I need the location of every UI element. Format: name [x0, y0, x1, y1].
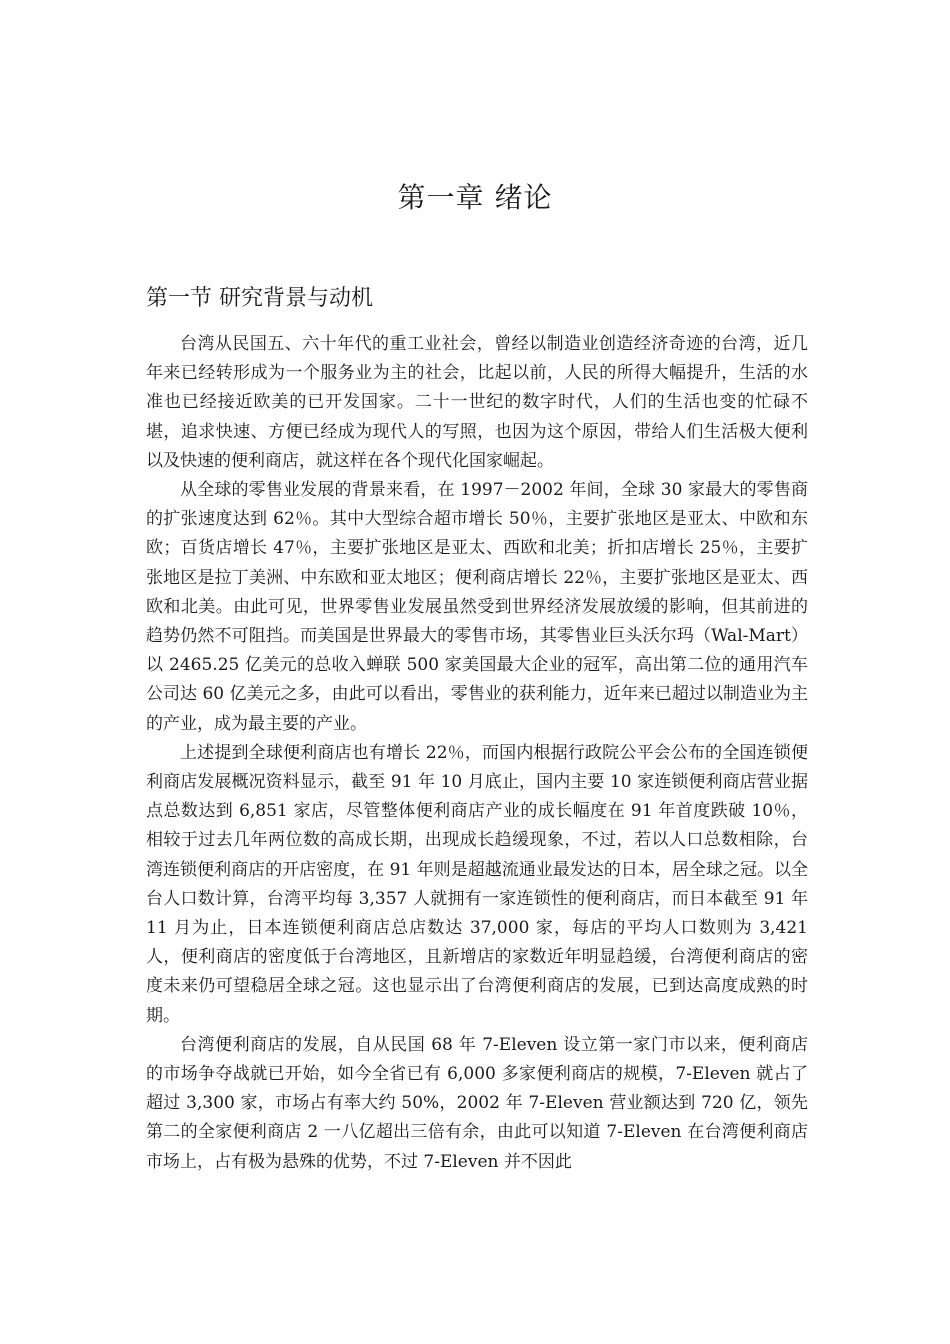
paragraph: 从全球的零售业发展的背景来看，在 1997－2002 年间，全球 30 家最大的零售商的扩张速度达到 62％。其中大型综合超市增长 50％，主要扩张地区是亚太、中欧和东欧；百货店增长 47％，主要扩张地区是亚太、西欧和北美；折扣店增长 25％，主要扩张地区是拉丁美洲、中东欧和亚太地区；便利商店增长 22％，主要扩张地区是亚太、西欧和北美。由此可见，世界零售业发展虽然受到世界经济发展放缓的影响，但其前进的趋势仍然不可阻挡。而美国是世界最大的零售市场，其零售业巨头沃尔玛（Wal-Mart）以 2465.25 亿美元的总收入蝉联 500 家美国最大企业的冠军，高出第二位的通用汽车公司达 60 亿美元之多，由此可以看出，零售业的获利能力，近年来已超过以制造业为主的产业，成为最主要的产业。 — [146, 480, 808, 734]
chapter-title: 第一章 绪论 — [397, 181, 553, 214]
body-text — [146, 330, 808, 1177]
paragraph: 台湾从民国五、六十年代的重工业社会，曾经以制造业创造经济奇迹的台湾，近几年来已经转形成为一个服务业为主的社会，比起以前，人民的所得大幅提升，生活的水准也已经接近欧美的已开发国家。二十一世纪的数字时代，人们的生活也变的忙碌不堪，追求快速、方便已经成为现代人的写照，也因为这个原因，带给人们生活极大便利以及快速的便利商店，就这样在各个现代化国家崛起。 — [146, 334, 808, 471]
paragraph: 台湾便利商店的发展，自从民国 68 年 7-Eleven 设立第一家门市以来，便利商店的市场争夺战就已开始，如今全省已有 6,000 多家便利商店的规模，7-Eleven 就占了超过 3,300 家，市场占有率大约 50%，2002 年 7-Eleven 营业额达到 720 亿，领先第二的全家便利商店 2 一八亿超出三倍有余，由此可以知道 7-Eleven 在台湾便利商店市场上，占有极为悬殊的优势，不过 7-Eleven 并不因此 — [146, 1034, 808, 1172]
section-title: 第一节 研究背景与动机 — [146, 286, 373, 311]
paragraph: 上述提到全球便利商店也有增长 22％，而国内根据行政院公平会公布的全国连锁便利商店发展概况资料显示，截至 91 年 10 月底止，国内主要 10 家连锁便利商店营业据点总数达到 6,851 家店，尽管整体便利商店产业的成长幅度在 91 年首度跌破 10％，相较于过去几年两位数的高成长期，出现成长趋缓现象，不过，若以人口总数相除，台湾连锁便利商店的开店密度，在 91 年则是超越流通业最发达的日本，居全球之冠。以全台人口数计算，台湾平均每 3,357 人就拥有一家连锁性的便利商店，而日本截至 91 年 11 月为止，日本连锁便利商店总店数达 37,000 家，每店的平均人口数则为 3,421 人，便利商店的密度低于台湾地区，且新增店的家数近年明显趋缓，台湾便利商店的密度未来仍可望稳居全球之冠。这也显示出了台湾便利商店的发展，已到达高度成熟的时期。 — [146, 742, 808, 1026]
